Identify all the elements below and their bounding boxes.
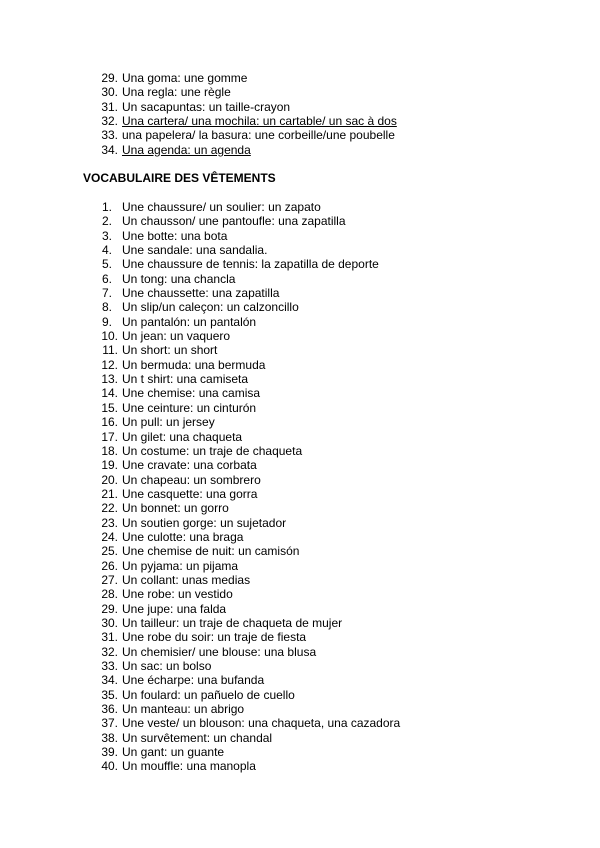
item-text: Une écharpe: una bufanda [122, 673, 265, 688]
item-text: Un chausson/ une pantoufle: una zapatilla [122, 214, 346, 229]
item-number: 6. [101, 271, 112, 286]
item-number: 20. [101, 472, 118, 487]
item-number: 34. [101, 673, 118, 688]
item-text: Un survêtement: un chandal [122, 730, 273, 745]
item-text: Una cartera/ una mochila: un cartable/ un sac à dos [122, 114, 397, 129]
item-text: Un mouffle: una manopla [122, 759, 256, 774]
item-number: 29. [101, 601, 118, 616]
item-text: Un chapeau: un sombrero [122, 472, 261, 487]
section-heading: VOCABULAIRE DES VÊTEMENTS [83, 171, 276, 185]
item-number: 4. [101, 243, 112, 258]
item-number: 37. [101, 716, 118, 731]
item-text: Un gilet: una chaqueta [122, 429, 243, 444]
item-text: Un costume: un traje de chaqueta [122, 443, 303, 458]
item-number: 33. [101, 128, 118, 143]
item-number: 2. [101, 214, 112, 229]
item-text: Un foulard: un pañuelo de cuello [122, 687, 295, 702]
item-number: 27. [101, 572, 118, 587]
item-number: 9. [101, 314, 112, 329]
item-text: Un sacapuntas: un taille-crayon [122, 99, 291, 114]
item-number: 1. [101, 200, 112, 214]
item-text: una papelera/ la basura: une corbeille/une poubelle [122, 128, 395, 143]
item-number: 8. [101, 300, 112, 315]
item-text: Une veste/ un blouson: una chaqueta, una cazadora [122, 716, 401, 731]
item-text: Un bonnet: un gorro [122, 501, 229, 516]
item-number: 28. [101, 587, 118, 602]
item-number: 24. [101, 529, 118, 544]
item-text: Une chaussure de tennis: la zapatilla de deporte [122, 257, 379, 272]
item-number: 18. [101, 443, 118, 458]
item-number: 11. [102, 343, 118, 358]
item-number: 26. [101, 558, 118, 573]
item-text: Un collant: unas medias [122, 572, 251, 587]
item-number: 31. [101, 99, 118, 114]
item-text: Une robe: un vestido [122, 587, 233, 602]
item-number: 33. [101, 659, 118, 673]
item-text: Une cravate: una corbata [122, 458, 257, 473]
item-text: Un gant: un guante [122, 745, 225, 760]
item-number: 32. [101, 644, 118, 659]
item-text: Una regla: une règle [122, 85, 231, 100]
item-text: Una agenda: un agenda [122, 142, 251, 157]
item-number: 17. [101, 429, 118, 444]
item-text: Une chemise: una camisa [122, 386, 261, 401]
item-number: 25. [101, 544, 118, 559]
item-text: Un slip/un caleçon: un calzoncillo [122, 300, 299, 315]
item-text: Un pantalón: un pantalón [122, 314, 257, 329]
item-text: Un pyjama: un pijama [122, 558, 239, 573]
item-number: 7. [101, 286, 112, 301]
item-number: 39. [101, 745, 118, 760]
item-text: Un tailleur: un traje de chaqueta de mujer [122, 615, 343, 630]
item-text: Une jupe: una falda [122, 601, 227, 616]
item-text: Un sac: un bolso [122, 659, 212, 673]
item-number: 16. [101, 415, 118, 430]
item-number: 21. [101, 486, 118, 501]
item-text: Un pull: un jersey [122, 415, 215, 430]
item-text: Une chaussure/ un soulier: un zapato [122, 200, 321, 214]
item-number: 32. [101, 114, 118, 129]
item-number: 13. [101, 372, 118, 387]
item-number: 5. [101, 257, 112, 272]
item-number: 12. [101, 357, 118, 372]
item-number: 19. [101, 458, 118, 473]
item-text: Un short: un short [122, 343, 218, 358]
item-number: 14. [101, 386, 118, 401]
item-text: Une botte: una bota [122, 228, 228, 243]
item-text: Une ceinture: un cinturón [122, 400, 257, 415]
item-text: Un manteau: un abrigo [122, 702, 245, 717]
item-text: Un t shirt: una camiseta [122, 372, 249, 387]
item-number: 29. [101, 71, 118, 85]
item-number: 3. [101, 228, 112, 243]
item-text: Un jean: un vaquero [122, 329, 231, 344]
item-number: 15. [101, 400, 118, 415]
item-text: Une chaussette: una zapatilla [122, 286, 280, 301]
item-number: 34. [101, 142, 118, 157]
item-number: 31. [101, 630, 118, 645]
item-text: Un tong: una chancla [122, 271, 236, 286]
item-number: 30. [101, 85, 118, 100]
item-text: Une robe du soir: un traje de fiesta [122, 630, 307, 645]
item-text: Un soutien gorge: un sujetador [122, 515, 287, 530]
item-text: Una goma: une gomme [122, 71, 248, 85]
item-text: Une culotte: una braga [122, 529, 244, 544]
item-number: 22. [101, 501, 118, 516]
item-number: 36. [101, 702, 118, 717]
item-text: Une sandale: una sandalia. [122, 243, 268, 258]
item-text: Un chemisier/ une blouse: una blusa [122, 644, 317, 659]
item-number: 35. [101, 687, 118, 702]
item-text: Un bermuda: una bermuda [122, 357, 266, 372]
item-number: 40. [101, 759, 118, 774]
item-number: 10. [101, 329, 118, 344]
item-text: Une chemise de nuit: un camisón [122, 544, 300, 559]
item-number: 38. [101, 730, 118, 745]
item-number: 30. [101, 615, 118, 630]
item-number: 23. [101, 515, 118, 530]
item-text: Une casquette: una gorra [122, 486, 258, 501]
